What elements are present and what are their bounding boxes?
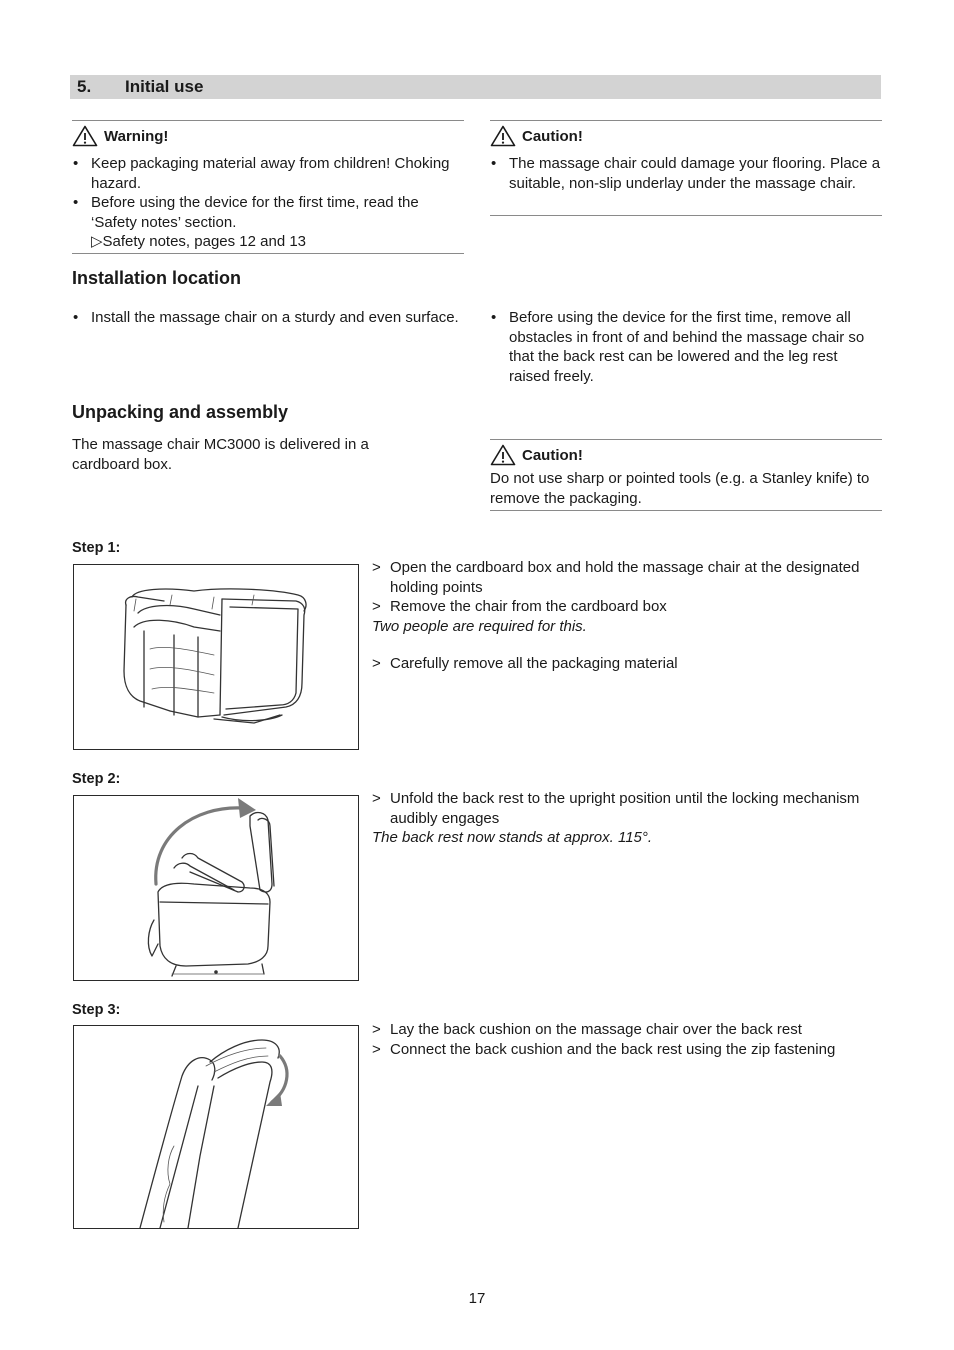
warning-item: • Before using the device for the first time, read the ‘Safety notes’ section. [72, 193, 464, 232]
step-2-illustration [73, 795, 359, 981]
warning-box-body [72, 154, 464, 252]
massage-chair-in-box-drawing [74, 565, 358, 749]
warning-box-top-rule [72, 120, 464, 121]
instruction-line: > Lay the back cushion on the massage chair over the back rest [372, 1021, 802, 1038]
step-2-instructions [372, 789, 882, 848]
caution-box-2-top-rule [490, 439, 882, 440]
caution-box-2-text: Do not use sharp or pointed tools (e.g. a Stanley knife) to remove the packaging. [490, 470, 870, 507]
warning-box-bottom-rule [72, 253, 464, 254]
instruction-note: Two people are required for this. [372, 617, 587, 635]
page-number: 17 [468, 1290, 486, 1307]
installation-heading: Installation location [72, 268, 242, 288]
installation-right-list [490, 308, 882, 386]
installation-item: • Before using the device for the first time, remove all obstacles in front of and behind the massage chair so that the back rest can be lowered and the leg rest raised freely. [490, 308, 882, 386]
instruction-line: > Connect the back cushion and the back rest using the zip fastening [372, 1040, 836, 1058]
warning-title: Warning! [104, 127, 169, 145]
section-header-bar [70, 75, 881, 99]
caution-box-1-top-rule [490, 120, 882, 121]
installation-left-list [72, 308, 464, 328]
instruction-line: > Carefully remove all the packaging material [372, 655, 678, 672]
unpacking-heading: Unpacking and assembly [72, 402, 289, 422]
step-3-illustration [73, 1025, 359, 1229]
step-3-instructions [372, 1020, 887, 1059]
back-cushion-zip-drawing [74, 1026, 358, 1228]
instruction-line: > Remove the chair from the cardboard box [372, 598, 667, 615]
warning-triangle-icon [490, 125, 516, 147]
step-1-label: Step 1: [72, 540, 121, 556]
unpacking-text: The massage chair MC3000 is delivered in a cardboard box. [72, 436, 369, 473]
instruction-note: The back rest now stands at approx. 115°. [372, 829, 653, 846]
step-2-label: Step 2: [72, 771, 121, 787]
step-1-instructions [372, 558, 882, 674]
warning-box-heading [72, 125, 168, 147]
back-rest-unfold-drawing [74, 796, 358, 980]
instruction-line: > Unfold the back rest to the upright position until the locking mechanism audibly engages [372, 790, 860, 827]
instruction-line: > Open the cardboard box and hold the massage chair at the designated holding points [372, 559, 860, 596]
caution-box-2-bottom-rule [490, 510, 882, 511]
step-3-label: Step 3: [72, 1002, 121, 1018]
safety-notes-reference: ▷Safety notes, pages 12 and 13 [91, 233, 307, 250]
caution-box-1-body [490, 154, 882, 193]
warning-item: • Keep packaging material away from children! Choking hazard. [72, 154, 464, 193]
caution-title: Caution! [522, 446, 583, 464]
caution-box-1-bottom-rule [490, 215, 882, 216]
caution-item: • The massage chair could damage your flooring. Place a suitable, non-slip underlay under the massage chair. [490, 154, 882, 193]
caution-title: Caution! [522, 127, 583, 145]
warning-triangle-icon [72, 125, 98, 147]
installation-item: • Install the massage chair on a sturdy and even surface. [72, 308, 464, 328]
warning-triangle-icon [490, 444, 516, 466]
section-number: 5. [77, 77, 92, 96]
section-title: Initial use [125, 77, 204, 96]
instruction-gap [372, 636, 882, 654]
step-1-illustration [73, 564, 359, 750]
caution-box-2-heading [490, 444, 583, 466]
caution-box-1-heading [490, 125, 583, 147]
